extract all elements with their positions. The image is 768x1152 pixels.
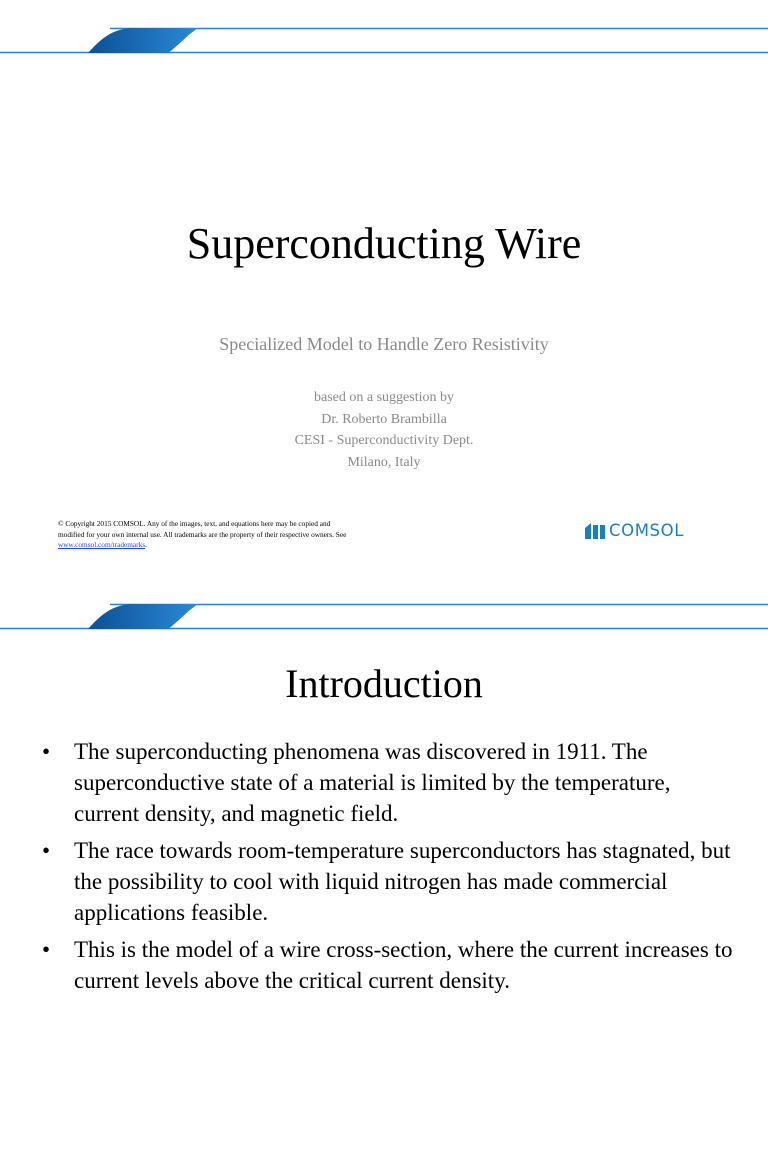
bullet-text: The race towards room-temperature superconductors has stagnated, but the possibility to cool with liquid nitrogen has made commercial applications feasible.	[74, 838, 731, 925]
comsol-logo-text: COMSOL	[609, 521, 684, 540]
bullet-icon: •	[42, 739, 51, 764]
copyright-text: © Copyright 2015 COMSOL. Any of the images, text, and equations here may be copied and modified for your own internal use. All trademarks are the property of their respective owners. See	[58, 519, 347, 539]
bullet-item	[40, 736, 740, 829]
introduction-slide	[0, 576, 768, 1152]
credits-line: CESI - Superconductivity Dept.	[294, 433, 474, 448]
slide-title: Introduction	[285, 661, 483, 706]
credits-block	[0, 387, 768, 473]
header-swoosh	[0, 0, 768, 56]
bullet-item	[40, 835, 740, 928]
credits-line: based on a suggestion by	[314, 390, 454, 405]
bullet-text: The superconducting phenomena was discovered in 1911. The superconductive state of a material is limited by the temperature, current density, and magnetic field.	[74, 739, 671, 826]
header-swoosh	[0, 576, 768, 632]
bullet-item	[40, 934, 740, 996]
copyright-notice	[58, 519, 358, 551]
credits-line: Dr. Roberto Brambilla	[321, 411, 447, 427]
copyright-end: .	[145, 540, 147, 549]
bullet-text: This is the model of a wire cross-section, where the current increases to current levels above the critical current density.	[74, 937, 733, 993]
trademarks-link[interactable]: www.comsol.com/trademarks	[58, 540, 146, 549]
bullet-list	[40, 736, 740, 1002]
credits-line: Milano, Italy	[347, 454, 421, 470]
comsol-logo	[585, 521, 684, 541]
bullet-icon: •	[42, 838, 51, 863]
comsol-logo-icon	[585, 522, 605, 540]
slide-subtitle: Specialized Model to Handle Zero Resistivity	[219, 334, 549, 354]
bullet-icon: •	[42, 937, 51, 962]
slide-title: Superconducting Wire	[186, 219, 582, 268]
